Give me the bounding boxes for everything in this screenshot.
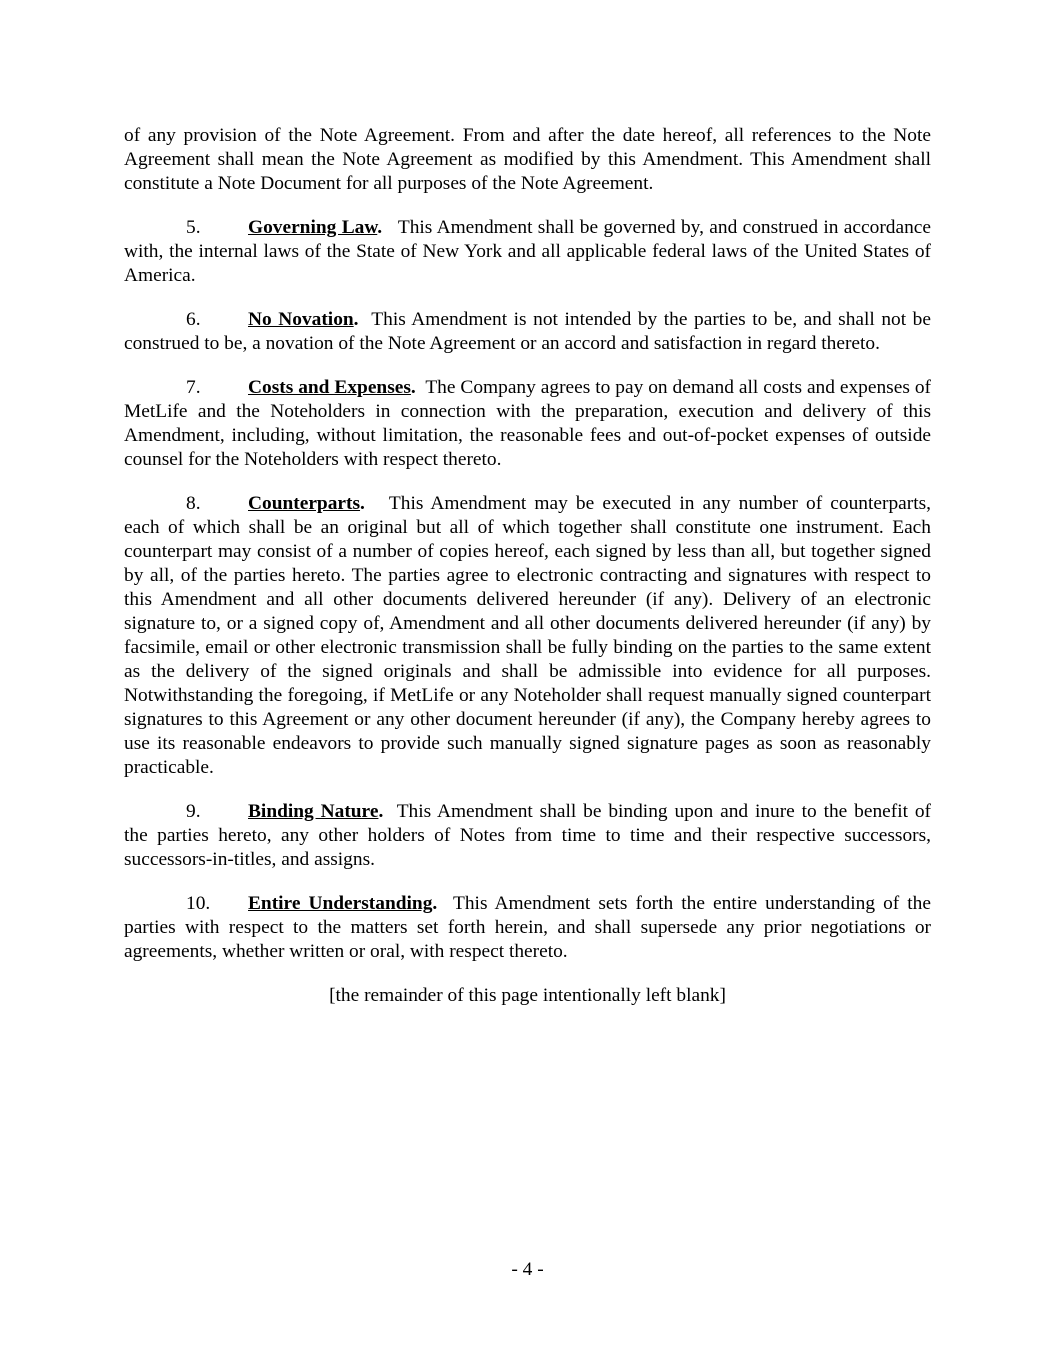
section-text: This Amendment may be executed in any number of counterparts, each of which shall be an original but all of which together shall constitute one instrument. Each counterpart may consist of a number of copies hereof, each signed by less than all, but together signed by all, of the parties hereto. The parties agree to electronic contracting and signatures with respect to this Amendment and all other documents delivered hereunder (if any). Delivery of an electronic signature to, or a signed copy of, Amendment and all other documents delivered hereunder (if any) by facsimile, email or other electronic transmission shall be fully binding on the parties to the same extent as the delivery of the signed originals and shall be admissible into evidence for all purposes. Notwithstanding the foregoing, if MetLife or any Noteholder shall request manually signed counterpart signatures to this Agreement or any other document hereunder (if any), the Company hereby agrees to use its reasonable endeavors to provide such manually signed signature pages as soon as reasonably practicable.: [124, 493, 931, 778]
heading-punct: .: [360, 493, 365, 514]
section-text: This Amendment shall be binding upon and inure to the benefit of the parties hereto, any other holders of Notes from time to time and their respective successors, successors-in-titles, and assigns.: [124, 801, 932, 870]
section-10: [124, 892, 931, 964]
section-number: 10.: [186, 893, 211, 914]
document-page: [124, 124, 931, 1028]
section-number: 8.: [186, 493, 201, 514]
section-7: [124, 376, 931, 472]
intentionally-blank-note: [the remainder of this page intentionally left blank]: [329, 985, 726, 1006]
section-heading: No Novation: [248, 309, 354, 330]
section-number: 5.: [186, 217, 201, 238]
section-heading: Costs and Expenses: [248, 377, 411, 398]
section-heading: Governing Law: [248, 217, 378, 238]
section-number: 6.: [186, 309, 201, 330]
section-9: [124, 800, 931, 872]
heading-punct: .: [410, 377, 416, 398]
section-text: This Amendment is not intended by the parties to be, and shall not be construed to be, a novation of the Note Agreement or an accord and satisfaction in regard thereto.: [124, 309, 931, 354]
heading-punct: .: [353, 309, 359, 330]
section-number: 9.: [186, 801, 201, 822]
section-heading: Counterparts: [248, 493, 361, 514]
section-text: This Amendment sets forth the entire understanding of the parties with respect to the matters set forth herein, and shall supersede any prior negotiations or agreements, whether written or oral, with respect thereto.: [124, 893, 931, 962]
section-number: 7.: [186, 377, 201, 398]
section-text: The Company agrees to pay on demand all costs and expenses of MetLife and the Noteholders in connection with the preparation, execution and delivery of this Amendment, including, without limitation, the reasonable fees and out-of-pocket expenses of outside counsel for the Noteholders with respect thereto.: [124, 377, 931, 470]
continuation-paragraph: of any provision of the Note Agreement. From and after the date hereof, all references to the Note Agreement shall mean the Note Agreement as modified by this Amendment. This Amendment shall constitute a Note Document for all purposes of the Note Agreement.: [124, 125, 931, 194]
section-8: [124, 492, 931, 780]
section-text: This Amendment shall be governed by, and construed in accordance with, the internal laws of the State of New York and all applicable federal laws of the United States of America.: [124, 217, 931, 286]
page-number: - 4 -: [511, 1259, 544, 1280]
heading-punct: .: [377, 217, 383, 238]
section-heading: Binding Nature: [248, 801, 379, 822]
section-heading: Entire Understanding: [248, 893, 433, 914]
heading-punct: .: [378, 801, 384, 822]
section-6: [124, 308, 931, 356]
heading-punct: .: [432, 893, 438, 914]
section-5: [124, 216, 931, 288]
